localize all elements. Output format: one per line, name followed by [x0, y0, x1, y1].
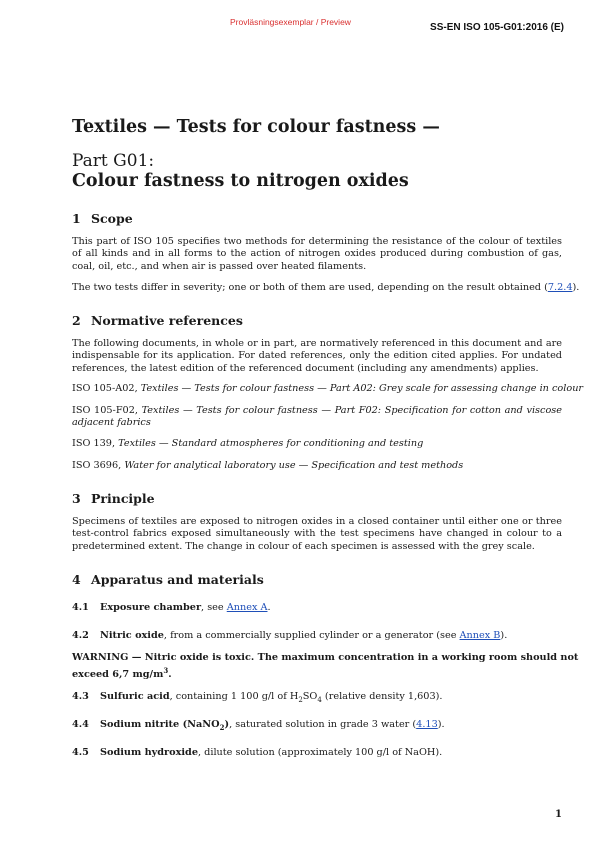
normative-intro: The following documents, in whole or in part, are normatively referenced in this document and are indispensable for its application. For dated references, only the edition cited applies. For undated references, the latest edition of the referenced document (including any amendments) applies. — [72, 338, 562, 374]
subscript: 4 — [317, 695, 322, 704]
document-title: Textiles — Tests for colour fastness — — [72, 117, 440, 137]
annex-b-link[interactable]: Annex B — [459, 630, 501, 641]
apparatus-item-4-1 — [72, 602, 562, 614]
apparatus-item-4-4 — [72, 719, 562, 734]
item-term: Sodium nitrite (NaNO — [100, 719, 220, 730]
normative-reference — [72, 405, 562, 430]
section-heading-principle — [72, 491, 155, 506]
apparatus-item-4-3 — [72, 691, 562, 706]
reference-title: Water for analytical laboratory use — Specification and test methods — [124, 460, 464, 471]
item-number: 4.3 — [72, 691, 89, 702]
section-title: Normative references — [91, 313, 243, 328]
item-number: 4.5 — [72, 747, 89, 758]
section-number: 4 — [72, 572, 81, 587]
warning-text: exceed 6,7 mg/m — [72, 669, 164, 681]
section-heading-scope — [72, 211, 133, 226]
scope-text: The two tests differ in severity; one or both of them are used, depending on the result obtained ( — [72, 282, 548, 293]
reference-code: ISO 3696, — [72, 460, 125, 471]
subscript: 2 — [219, 722, 225, 732]
warning-note-line-2 — [72, 665, 562, 682]
section-heading-apparatus — [72, 572, 264, 587]
item-text-end: ). — [500, 630, 508, 641]
reference-code: ISO 139, — [72, 438, 119, 449]
scope-paragraph: This part of ISO 105 specifies two methods for determining the resistance of the colour of textiles of all kinds and in all forms to the action of nitrogen oxides produced during combustion of gas, coal, oil, etc., and when air is passed over heated filaments. — [72, 236, 562, 272]
item-term: Sodium hydroxide — [100, 747, 198, 758]
item-text-end: . — [267, 602, 271, 613]
apparatus-item-4-2 — [72, 630, 562, 642]
item-text: , dilute solution (approximately 100 g/l of NaOH). — [197, 747, 443, 758]
item-text: (relative density 1,603). — [321, 691, 443, 702]
item-number: 4.4 — [72, 719, 89, 730]
item-term: Nitric oxide — [100, 630, 164, 641]
item-number: 4.1 — [72, 602, 89, 613]
part-number: Part G01: — [72, 151, 155, 171]
part-title: Colour fastness to nitrogen oxides — [72, 171, 409, 191]
subscript: 2 — [298, 695, 303, 704]
normative-reference — [72, 438, 562, 450]
item-text: , from a commercially supplied cylinder or a generator (see — [163, 630, 460, 641]
section-number: 3 — [72, 491, 81, 506]
reference-code: ISO 105-A02, — [72, 383, 141, 394]
item-text: , see — [201, 602, 227, 613]
clause-link[interactable]: 4.13 — [416, 719, 438, 730]
item-text: SO — [302, 691, 318, 702]
section-title: Apparatus and materials — [91, 572, 264, 587]
item-term: Sulfuric acid — [100, 691, 170, 702]
reference-title: Textiles — Tests for colour fastness — Part A02: Grey scale for assessing change in colour — [140, 383, 584, 394]
section-heading-normative — [72, 313, 243, 328]
apparatus-item-4-5 — [72, 747, 562, 759]
superscript: 3 — [163, 666, 169, 675]
section-number: 1 — [72, 211, 81, 226]
reference-title: Textiles — Standard atmospheres for conditioning and testing — [118, 438, 424, 449]
clause-link[interactable]: 7.2.4 — [547, 282, 573, 293]
section-title: Principle — [91, 491, 155, 506]
normative-reference — [72, 460, 562, 472]
reference-code: ISO 105-F02, — [72, 405, 142, 416]
item-number: 4.2 — [72, 630, 89, 641]
warning-end: . — [168, 669, 172, 681]
warning-text: WARNING — Nitric oxide is toxic. The maximum concentration in a working room should not — [72, 652, 579, 663]
section-number: 2 — [72, 313, 81, 328]
annex-a-link[interactable]: Annex A — [226, 602, 268, 613]
scope-paragraph-2 — [72, 282, 580, 294]
preview-label: Provläsningsexemplar / Preview — [230, 17, 351, 27]
standard-reference: SS-EN ISO 105-G01:2016 (E) — [430, 22, 564, 33]
item-text: , saturated solution in grade 3 water ( — [229, 719, 417, 730]
scope-text-end: ). — [572, 282, 580, 293]
principle-paragraph: Specimens of textiles are exposed to nitrogen oxides in a closed container until either one or three test-control fabrics exposed simultaneously with the test specimens have changed in colour to a predetermined extent. The change in colour of each specimen is assessed with the grey scale. — [72, 516, 562, 552]
item-term-end: ) — [224, 719, 230, 730]
normative-reference — [72, 383, 584, 395]
item-term: Exposure chamber — [100, 602, 202, 613]
warning-note — [72, 652, 579, 664]
page-number: 1 — [555, 809, 562, 820]
section-title: Scope — [91, 211, 133, 226]
reference-title: Textiles — Tests for colour fastness — Part F02: Specification for cotton and viscose adjacent fabrics — [72, 405, 562, 429]
item-text: , containing 1 100 g/l of H — [169, 691, 299, 702]
item-text-end: ). — [437, 719, 445, 730]
